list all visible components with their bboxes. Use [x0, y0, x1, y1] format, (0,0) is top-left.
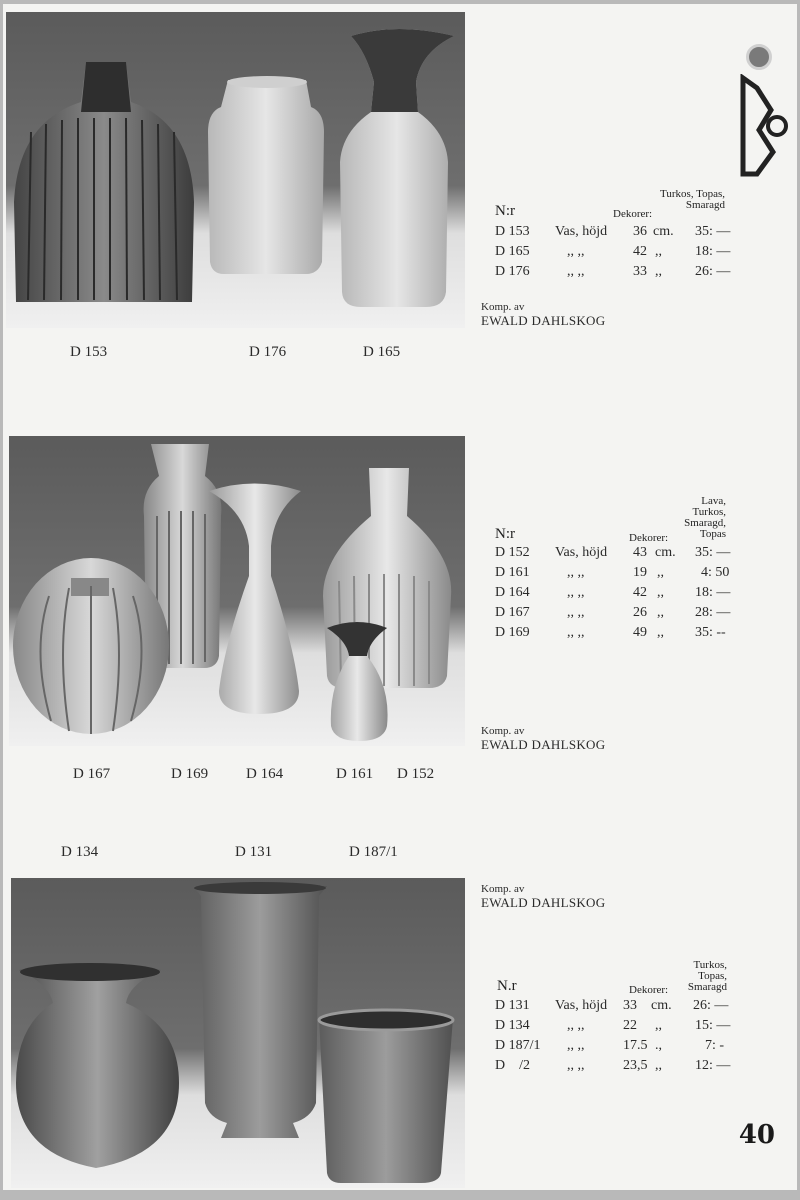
caption-d152: D 152: [397, 766, 435, 782]
caption-d169: D 169: [171, 766, 209, 782]
colors-header-3: Turkos, Topas, Smaragd: [687, 959, 727, 993]
nr-header-1: N:r: [495, 203, 515, 219]
dekorer-header-1: Dekorer:: [613, 208, 653, 220]
designer-credit-1: Komp. av EWALD DAHLSKOG: [481, 301, 606, 328]
table-row: D 169 ,, ,, 49 ,, 35: --: [495, 625, 726, 640]
table-row: D /2 ,, ,, 23,5 ,, 12: —: [495, 1058, 731, 1073]
caption-d134: D 134: [61, 844, 99, 860]
colors-header-1: Turkos, Topas, Smaragd: [660, 188, 725, 211]
designer-credit-2: Komp. av EWALD DAHLSKOG: [481, 725, 606, 752]
caption-d161: D 161: [336, 766, 374, 782]
dekorer-header-2: Dekorer:: [629, 532, 669, 544]
designer-credit-3: Komp. av EWALD DAHLSKOG: [481, 883, 606, 910]
table-row: D 134 ,, ,, 22 ,, 15: —: [495, 1018, 731, 1033]
caption-d176: D 176: [249, 344, 287, 360]
colors-header-2: Lava, Turkos, Smaragd, Topas: [684, 495, 726, 540]
nr-header-2: N:r: [495, 526, 515, 542]
caption-d187-1: D 187/1: [349, 844, 398, 860]
photo-vases-1: [6, 12, 465, 328]
photo-vases-3: [11, 878, 465, 1188]
table-row: D 187/1 ,, ,, 17.5 ., 7: -: [495, 1038, 725, 1053]
caption-d164: D 164: [246, 766, 284, 782]
price-table-3: [495, 998, 735, 1078]
caption-d131: D 131: [235, 844, 273, 860]
page-number: 40: [738, 1120, 775, 1150]
nr-header-3: N.r: [497, 978, 517, 994]
table-row: D 152 Vas, höjd 43 cm. 35: —: [495, 545, 731, 560]
catalog-page: [3, 4, 797, 1190]
table-row: D 165 ,, ,, 42 ,, 18: —: [495, 244, 731, 259]
photo-vases-2: [9, 436, 465, 746]
table-row: D 167 ,, ,, 26 ,, 28: —: [495, 605, 731, 620]
caption-d165: D 165: [363, 344, 401, 360]
binder-hole: [746, 44, 772, 70]
table-row: D 153 Vas, höjd 36 cm. 35: —: [495, 224, 731, 239]
dekorer-header-3: Dekorer:: [629, 984, 669, 996]
caption-d167: D 167: [73, 766, 111, 782]
table-row: D 161 ,, ,, 19 ,, 4: 50: [495, 565, 730, 580]
price-table-2: [495, 545, 735, 645]
caption-d153: D 153: [70, 344, 108, 360]
bo-logo-icon: [737, 74, 791, 178]
price-table-1: [495, 224, 735, 284]
table-row: D 176 ,, ,, 33 ,, 26: —: [495, 264, 731, 279]
table-row: D 131 Vas, höjd 33 cm. 26: —: [495, 998, 729, 1013]
table-row: D 164 ,, ,, 42 ,, 18: —: [495, 585, 731, 600]
